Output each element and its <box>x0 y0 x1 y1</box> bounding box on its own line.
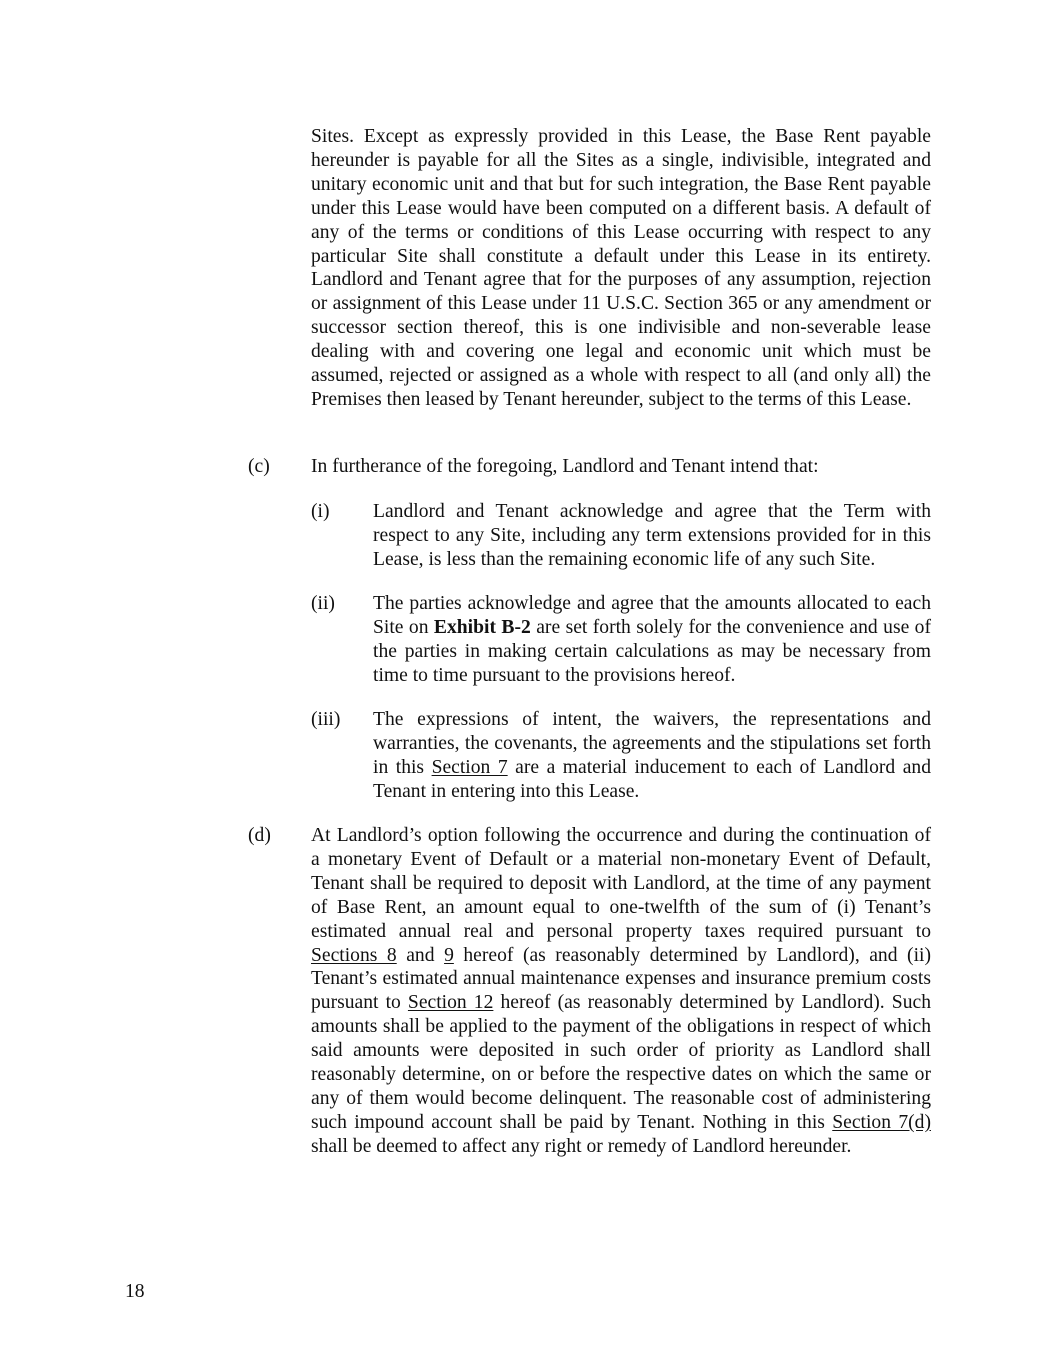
paragraph-d-label: (d) <box>248 825 271 846</box>
section-7-reference: Section 7 <box>431 756 508 778</box>
subparagraph-iii-label: (iii) <box>311 709 341 730</box>
sections-8-reference: Sections 8 <box>311 944 397 966</box>
subparagraph-ii-text <box>373 592 931 688</box>
paragraph-d-text-1: At Landlord’s option following the occurrence and during the continuation of a monetary Event of Default or a material non-monetary Event of Default, Tenant shall be required to deposit with Landlord, at the time of any payment of Base Rent, an amount equal to one-twelfth of the sum of (i) Tenant’s estimated annual real and personal property taxes required pursuant to <box>311 825 931 942</box>
subparagraph-iii-text-before: The expressions of intent, the waivers, the representations and warranties, the covenants, the agreements and the stipulations set forth in this <box>373 709 931 778</box>
section-12-reference: Section 12 <box>407 992 494 1014</box>
subparagraph-i-label: (i) <box>311 501 330 522</box>
subparagraph-ii-text-after: are set forth solely for the convenience and use of the parties in making certain calculations as may be necessary from time to time pursuant to the provisions hereof. <box>373 616 932 686</box>
section-7d-reference: Section 7(d) <box>832 1111 931 1133</box>
paragraph-d-text-5: shall be deemed to affect any right or remedy of Landlord hereunder. <box>311 1135 852 1157</box>
subparagraph-iii-text-after: are a material inducement to each of Landlord and Tenant in entering into this Lease. <box>373 756 931 802</box>
paragraph-d-text-3: hereof (as reasonably determined by Landlord), and (ii) Tenant’s estimated annual maintenance expenses and insurance premium costs pursuant to <box>311 944 931 1014</box>
page-number: 18 <box>125 1281 145 1302</box>
exhibit-b2-reference: Exhibit B-2 <box>433 616 531 638</box>
paragraph-d-text <box>311 824 931 1159</box>
paragraph-d-text-2: and <box>396 944 445 966</box>
subparagraph-ii-label: (ii) <box>311 593 335 614</box>
paragraph-d-text-4: hereof (as reasonably determined by Landlord). Such amounts shall be applied to the payment of the obligations in respect of which said amounts were deposited in such order of priority as Landlord shall reasonably determine, on or before the respective dates on which the same or any of them would become delinquent. The reasonable cost of administering such impound account shall be paid by Tenant. Nothing in this <box>311 992 931 1133</box>
subparagraph-i-text: Landlord and Tenant acknowledge and agree that the Term with respect to any Site, including any term extensions provided for in this Lease, is less than the remaining economic life of any such Site. <box>373 501 931 570</box>
paragraph-c-label: (c) <box>248 456 270 477</box>
section-9-reference: 9 <box>444 944 454 966</box>
continuation-paragraph: Sites. Except as expressly provided in this Lease, the Base Rent payable hereunder is payable for all the Sites as a single, indivisible, integrated and unitary economic unit and that but for such integration, the Base Rent payable under this Lease would have been computed on a different basis. A default of any of the terms or conditions of this Lease occurring with respect to any particular Site shall constitute a default under this Lease in its entirety. Landlord and Tenant agree that for the purposes of any assumption, rejection or assignment of this Lease under 11 U.S.C. Section 365 or any amendment or successor section thereof, this is one indivisible and non-severable lease dealing with and covering one legal and economic unit which must be assumed, rejected or assigned as a whole with respect to all (and only all) the Premises then leased by Tenant hereunder, subject to the terms of this Lease. <box>311 126 931 410</box>
subparagraph-ii-text-before: The parties acknowledge and agree that the amounts allocated to each Site on <box>373 593 931 638</box>
paragraph-c-text: In furtherance of the foregoing, Landlord and Tenant intend that: <box>311 456 819 477</box>
subparagraph-iii-text <box>373 708 931 804</box>
